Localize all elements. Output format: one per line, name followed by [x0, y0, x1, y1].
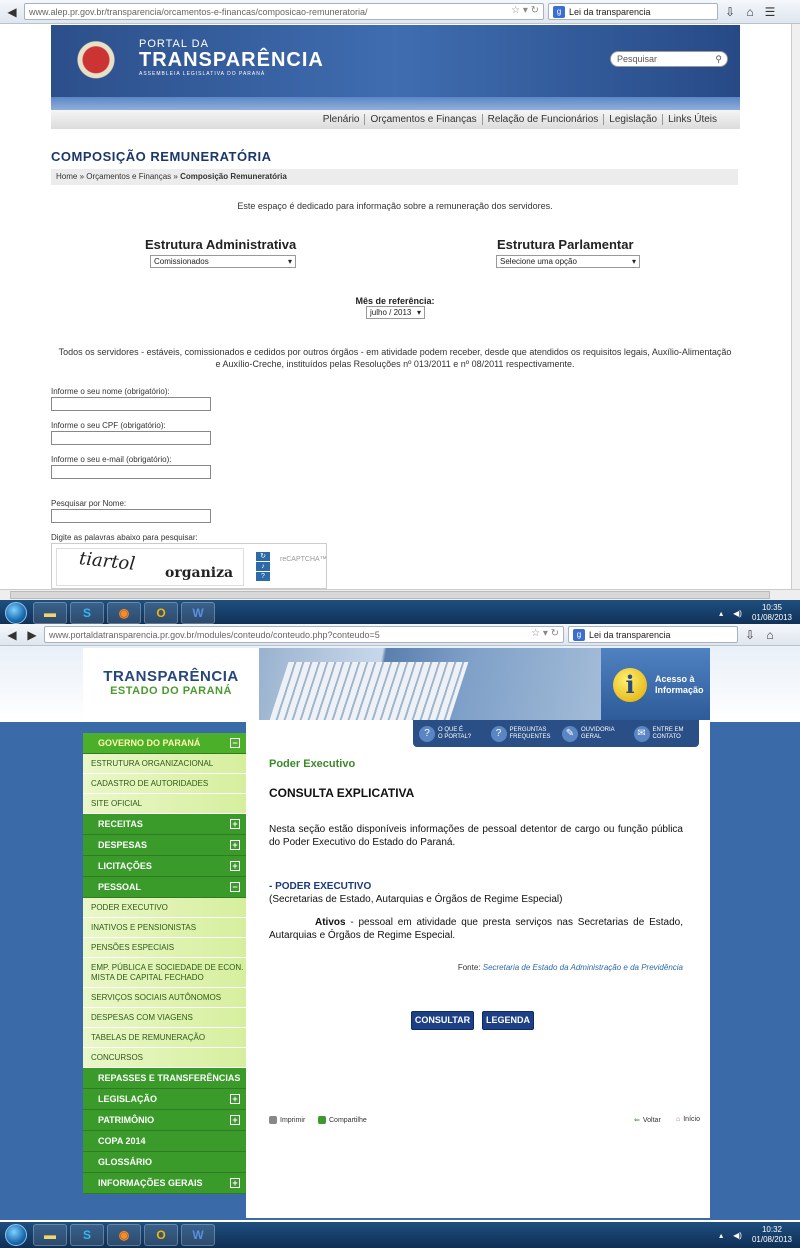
menu-relacao-funcionarios[interactable]: Relação de Funcionários [482, 114, 604, 125]
sidebar-label: REPASSES E TRANSFERÊNCIAS [98, 1073, 241, 1083]
outlook-taskbar-icon[interactable]: O [144, 1224, 178, 1246]
quick-line1: PERGUNTAS [509, 726, 547, 733]
forward-arrow-icon[interactable]: ▶ [27, 627, 37, 642]
address-url: www.alep.pr.gov.br/transparencia/orcamentos-e-financas/composicao-remuneratoria/ [29, 6, 368, 17]
start-button[interactable] [2, 1222, 30, 1248]
content-heading: CONSULTA EXPLICATIVA [269, 786, 415, 800]
section-title: Poder Executivo [269, 758, 356, 770]
cpf-input[interactable] [51, 431, 211, 445]
captcha-image [56, 548, 244, 586]
inicio-link[interactable] [676, 1116, 700, 1123]
breadcrumb-sep: » [171, 172, 181, 181]
back-arrow-icon[interactable]: ◀ [7, 627, 17, 642]
mes-referencia-select[interactable]: julho / 2013 ▾ [366, 306, 425, 319]
plus-icon[interactable]: + [230, 1094, 240, 1104]
quick-contato[interactable] [634, 726, 700, 742]
sidebar-item-pensoes[interactable]: PENSÕES ESPECIAIS [83, 938, 246, 958]
home-icon[interactable]: ⌂ [766, 627, 774, 642]
menu-links-uteis[interactable]: Links Úteis [662, 114, 722, 125]
clock-date: 01/08/2013 [751, 1235, 792, 1244]
address-url: www.portaldatransparencia.pr.gov.br/modules/conteudo/conteudo.php?conteudo=5 [49, 629, 380, 640]
estrutura-adm-select[interactable]: Comissionados ▾ [150, 255, 296, 268]
email-label: Informe o seu e-mail (obrigatório): [51, 455, 172, 464]
ativos-paragraph [269, 916, 683, 942]
captcha-word-1: tiartol [78, 548, 137, 575]
breadcrumb-home[interactable]: Home [56, 172, 78, 181]
sidebar-item-poder-executivo[interactable]: PODER EXECUTIVO [83, 898, 246, 918]
sidebar-item-viagens[interactable]: DESPESAS COM VIAGENS [83, 1008, 246, 1028]
tray-arrow-icon[interactable]: ▴ [719, 608, 724, 618]
sidebar-patrimonio[interactable] [83, 1110, 246, 1131]
back-arrow-icon: ⇐ [634, 1117, 640, 1124]
fonte-label: Fonte: [457, 963, 483, 972]
minus-icon[interactable]: − [230, 738, 240, 748]
fonte [269, 963, 683, 972]
word-taskbar-icon[interactable]: W [181, 602, 215, 624]
sidebar-repasses[interactable] [83, 1068, 246, 1089]
logo-sub: ASSEMBLEIA LEGISLATIVA DO PARANÁ [139, 71, 266, 77]
clock[interactable] [752, 603, 792, 623]
sidebar-item-line2: MISTA DE CAPITAL FECHADO [91, 973, 204, 982]
consultar-button[interactable]: CONSULTAR [411, 1011, 474, 1030]
sidebar-receitas[interactable] [83, 814, 246, 835]
system-tray [719, 600, 800, 626]
plus-icon[interactable]: + [230, 840, 240, 850]
poder-executivo-sub: (Secretarias de Estado, Autarquias e Órgãos de Regime Especial) [269, 894, 563, 905]
home-icon: ⌂ [676, 1116, 681, 1123]
back-arrow-icon[interactable]: ◀ [7, 4, 17, 19]
google-icon: g [553, 6, 565, 18]
start-button[interactable] [2, 600, 30, 626]
page-title: COMPOSIÇÃO REMUNERATÓRIA [51, 149, 272, 164]
cpf-label: Informe o seu CPF (obrigatório): [51, 421, 166, 430]
browser-search-text: Lei da transparencia [569, 6, 651, 17]
quick-line2: FREQUENTES [509, 733, 551, 740]
sidebar-label: PATRIMÔNIO [98, 1115, 155, 1125]
imprimir-label: Imprimir [280, 1116, 306, 1124]
logo-line-1: TRANSPARÊNCIA [103, 668, 239, 685]
quick-line1: OUVIDORIA [581, 726, 615, 733]
skype-taskbar-icon[interactable]: S [70, 1224, 104, 1246]
taskbar-1 [0, 600, 800, 626]
logo-line-2: ESTADO DO PARANÁ [110, 685, 232, 697]
informacao-label: Informação [655, 685, 704, 695]
sidebar-item-tabelas[interactable]: TABELAS DE REMUNERAÇÃO [83, 1028, 246, 1048]
quick-o-que-e[interactable] [419, 726, 485, 742]
firefox-taskbar-icon[interactable]: ◉ [107, 602, 141, 624]
acesso-label: Acesso à [655, 674, 695, 684]
nome-label: Informe o seu nome (obrigatório): [51, 387, 170, 396]
intro-text: Este espaço é dedicado para informação sobre a remuneração dos servidores. [237, 201, 553, 211]
sidebar-item-inativos[interactable]: INATIVOS E PENSIONISTAS [83, 918, 246, 938]
explorer-taskbar-icon[interactable]: ▬ [33, 1224, 67, 1246]
alep-search-input[interactable] [610, 51, 728, 67]
question-icon: ? [491, 726, 507, 742]
home-icon[interactable]: ⌂ [746, 4, 754, 19]
voltar-label: Voltar [642, 1116, 661, 1124]
mes-referencia-label: Mês de referência: [355, 296, 435, 306]
sidebar-despesas[interactable] [83, 835, 246, 856]
compartilhe-label: Compartilhe [329, 1116, 367, 1124]
quick-ouvidoria[interactable] [562, 726, 628, 742]
poder-executivo-heading: - PODER EXECUTIVO [269, 881, 372, 892]
ativos-text: - pessoal em atividade que presta serviços nas Secretarias de Estado, Autarquias e Órgãos de Regime Especial. [269, 917, 683, 941]
estrutura-parl-title: Estrutura Parlamentar [497, 237, 634, 252]
logo-top: PORTAL DA [139, 38, 209, 50]
imprimir-link[interactable] [269, 1116, 305, 1124]
volume-icon[interactable]: ◀) [733, 1230, 742, 1240]
legenda-button[interactable]: LEGENDA [482, 1011, 534, 1030]
compartilhe-link[interactable] [318, 1116, 367, 1124]
captcha-audio-icon[interactable]: ♪ [256, 562, 270, 571]
parana-logo[interactable] [83, 648, 259, 720]
sidebar-label: GLOSSÁRIO [98, 1157, 153, 1167]
menu-icon[interactable]: ☰ [764, 4, 776, 19]
sidebar-label: DESPESAS [98, 840, 148, 850]
sidebar-label: GOVERNO DO PARANÁ [98, 738, 201, 748]
sidebar-item-emp-publica[interactable] [83, 958, 246, 988]
clock-date: 01/08/2013 [751, 613, 792, 622]
quick-line1: ENTRE EM [652, 726, 684, 733]
system-tray [719, 1222, 800, 1248]
quick-links-bar [413, 720, 699, 747]
plus-icon[interactable]: + [230, 861, 240, 871]
skype-taskbar-icon[interactable]: S [70, 602, 104, 624]
captcha-refresh-icon[interactable]: ↻ [256, 552, 270, 561]
minus-icon[interactable]: − [230, 882, 240, 892]
sidebar-label: LEGISLAÇÃO [98, 1094, 158, 1104]
reload-icon[interactable]: ☆ ▾ ↻ [531, 628, 559, 639]
sidebar-informacoes-gerais[interactable] [83, 1173, 246, 1194]
explorer-taskbar-icon[interactable]: ▬ [33, 602, 67, 624]
quick-line2: GERAL [581, 733, 602, 740]
share-icon [318, 1116, 326, 1124]
acesso-informacao-link[interactable] [601, 648, 710, 720]
quick-line1: O QUE É [438, 726, 464, 733]
sidebar-pessoal[interactable] [83, 877, 246, 898]
sidebar-label: COPA 2014 [98, 1136, 146, 1146]
info-icon: i [613, 668, 647, 702]
captcha-widget [51, 543, 327, 589]
sidebar-item-servicos-sociais[interactable]: SERVIÇOS SOCIAIS AUTÔNOMOS [83, 988, 246, 1008]
clock-time: 10:32 [761, 1225, 782, 1234]
nome-input[interactable] [51, 397, 211, 411]
alep-logo[interactable] [139, 39, 324, 77]
browser-search-2[interactable] [568, 626, 738, 643]
breadcrumb [51, 169, 738, 185]
sidebar-item-concursos[interactable]: CONCURSOS [83, 1048, 246, 1068]
ouvidoria-icon: ✎ [562, 726, 578, 742]
tray-arrow-icon[interactable]: ▴ [719, 1230, 724, 1240]
parana-crest-icon [73, 29, 119, 85]
sidebar-item-line1: EMP. PÚBLICA E SOCIEDADE DE ECON. [91, 963, 244, 972]
breadcrumb-sep: » [77, 172, 87, 181]
ativos-label: Ativos [315, 917, 346, 928]
sidebar-label: INFORMAÇÕES GERAIS [98, 1178, 203, 1188]
pesquisar-nome-input[interactable] [51, 509, 211, 523]
breadcrumb-current: Composição Remuneratória [180, 172, 287, 181]
download-icon[interactable]: ⇩ [724, 4, 736, 19]
recaptcha-logo: reCAPTCHA™ [280, 556, 327, 563]
plus-icon[interactable]: + [230, 819, 240, 829]
clock[interactable] [752, 1225, 792, 1245]
volume-icon[interactable]: ◀) [733, 608, 742, 618]
firefox-taskbar-icon[interactable]: ◉ [107, 1224, 141, 1246]
address-bar-2[interactable] [44, 626, 564, 643]
reload-icon[interactable]: ☆ ▾ ↻ [511, 5, 539, 16]
estrutura-adm-title: Estrutura Administrativa [145, 237, 297, 252]
inicio-label: Início [683, 1116, 700, 1123]
intro-paragraph: Nesta seção estão disponíveis informações de pessoal detentor de cargo ou função pública do Poder Executivo do Estado do Paraná. [269, 824, 683, 848]
sidebar-glossario[interactable] [83, 1152, 246, 1173]
portal-help-icon: ? [419, 726, 435, 742]
alep-main-menu [51, 110, 740, 129]
download-icon[interactable]: ⇩ [744, 627, 756, 642]
quick-perguntas[interactable] [491, 726, 557, 742]
plus-icon[interactable]: + [230, 1178, 240, 1188]
menu-orcamentos[interactable]: Orçamentos e Finanças [364, 114, 481, 125]
plus-icon[interactable]: + [230, 1115, 240, 1125]
clock-time: 10:35 [761, 603, 782, 612]
alep-search-placeholder: Pesquisar [617, 54, 658, 64]
envelope-icon: ✉ [634, 726, 650, 742]
voltar-link[interactable] [634, 1116, 661, 1124]
captcha-word-2: organiza [165, 565, 234, 581]
captcha-label: Digite as palavras abaixo para pesquisar: [51, 533, 198, 542]
browser-toolbar-2 [0, 624, 800, 646]
sidebar-label: PESSOAL [98, 882, 142, 892]
header-building-photo [259, 648, 601, 720]
sidebar-licitacoes[interactable] [83, 856, 246, 877]
sidebar-item-estrutura[interactable]: ESTRUTURA ORGANIZACIONAL [83, 754, 246, 774]
sidebar-legislacao[interactable] [83, 1089, 246, 1110]
quick-line2: CONTATO [652, 733, 681, 740]
quick-line2: O PORTAL? [438, 733, 472, 740]
sidebar-item-site-oficial[interactable]: SITE OFICIAL [83, 794, 246, 814]
sidebar [83, 733, 246, 1194]
captcha-help-icon[interactable]: ? [256, 572, 270, 581]
menu-plenario[interactable]: Plenário [322, 114, 360, 125]
pesquisar-nome-label: Pesquisar por Nome: [51, 499, 127, 508]
servidores-text: Todos os servidores - estáveis, comissionados e cedidos por outros órgãos - em atividade podem receber, desde que atendidos os requisitos legais, Auxílio-Alimentação e Auxílio-Creche, instituídos pelas Resoluções nº 013/2011 e nº 08/2011 respectivamente. [58, 347, 732, 369]
outlook-taskbar-icon[interactable]: O [144, 602, 178, 624]
google-icon: g [573, 629, 585, 641]
search-icon[interactable]: ⚲ [715, 54, 722, 64]
browser-search-1[interactable] [548, 3, 718, 20]
print-icon [269, 1116, 277, 1124]
address-bar-1[interactable] [24, 3, 544, 20]
sidebar-copa[interactable] [83, 1131, 246, 1152]
sidebar-governo[interactable] [83, 733, 246, 754]
horizontal-scrollbar-1[interactable] [0, 589, 800, 600]
vertical-scrollbar-1[interactable] [791, 24, 800, 589]
email-input[interactable] [51, 465, 211, 479]
browser-toolbar-1 [0, 0, 800, 24]
sidebar-label: RECEITAS [98, 819, 143, 829]
menu-legislacao[interactable]: Legislação [603, 114, 662, 125]
breadcrumb-section[interactable]: Orçamentos e Finanças [86, 172, 172, 181]
fonte-link[interactable]: Secretaria de Estado da Administração e da Previdência [482, 963, 683, 972]
taskbar-2 [0, 1222, 800, 1248]
sidebar-item-cadastro[interactable]: CADASTRO DE AUTORIDADES [83, 774, 246, 794]
logo-main: TRANSPARÊNCIA [139, 49, 324, 71]
sidebar-label: LICITAÇÕES [98, 861, 152, 871]
estrutura-parl-select[interactable]: Selecione uma opção ▾ [496, 255, 640, 268]
browser-search-text: Lei da transparencia [589, 629, 671, 640]
word-taskbar-icon[interactable]: W [181, 1224, 215, 1246]
